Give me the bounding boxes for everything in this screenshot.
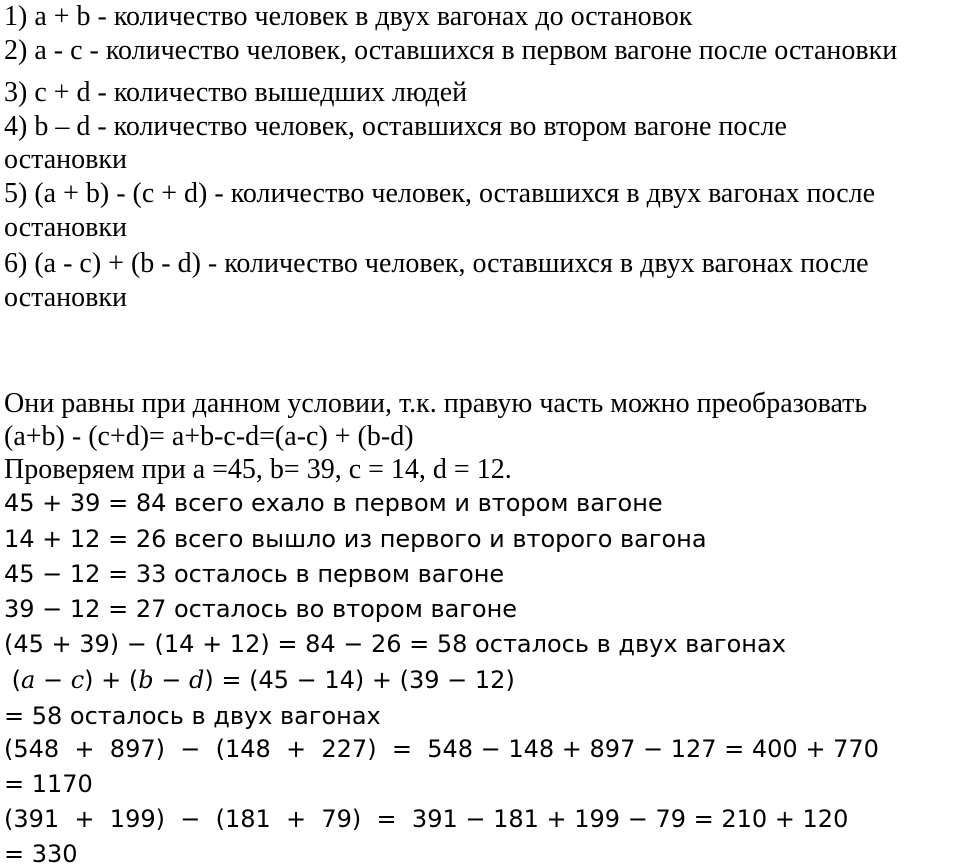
calculation-line-6	[4, 668, 515, 692]
list-item-3: 3) c + d - количество вышедших людей	[4, 77, 468, 108]
calculation-line-3: 45 − 12 = 33 осталось в первом вагоне	[4, 560, 505, 588]
list-item-6: 6) (a - c) + (b - d) - количество человек, оставшихся в двух вагонах после	[4, 248, 869, 279]
list-item-4: 4) b – d - количество человек, оставшихся во втором вагоне после	[4, 111, 787, 142]
calculation-line-1: 45 + 39 = 84 всего ехало в первом и втором вагоне	[4, 489, 663, 517]
calculation-line-4: 39 − 12 = 27 осталось во втором вагоне	[4, 595, 518, 623]
calculation-line-8: (391 + 199) − (181 + 79) = 391 − 181 + 199 − 79 = 210 + 120	[4, 805, 849, 833]
calculation-line-5: (45 + 39) − (14 + 12) = 84 − 26 = 58 осталось в двух вагонах	[4, 630, 786, 658]
variable-d: d	[188, 666, 205, 694]
list-item-2: 2) a - c - количество человек, оставшихся в первом вагоне после остановки	[4, 35, 898, 66]
calculation-line-6-rest: ) = (45 − 14) + (39 − 12)	[204, 666, 515, 694]
check-values-text: Проверяем при a =45, b= 39, c = 14, d = 12.	[4, 454, 512, 485]
list-item-5: 5) (a + b) - (c + d) - количество человек, оставшихся в двух вагонах после	[4, 178, 876, 209]
paren-middle: ) + (	[84, 666, 139, 694]
calculation-line-7: (548 + 897) − (148 + 227) = 548 − 148 + 897 − 127 = 400 + 770	[4, 735, 879, 763]
variable-b: b	[138, 666, 154, 694]
calculation-line-2: 14 + 12 = 26 всего вышло из первого и второго вагона	[4, 525, 707, 553]
list-item-6-continuation: остановки	[4, 282, 127, 313]
variable-a: a	[21, 666, 36, 694]
paren-open: (	[4, 666, 21, 694]
transformation-formula: (a+b) - (c+d)= a+b-c-d=(a-c) + (b-d)	[4, 421, 414, 452]
list-item-5-continuation: остановки	[4, 212, 127, 243]
list-item-4-continuation: остановки	[4, 144, 127, 175]
minus-sign: −	[35, 666, 71, 694]
calculation-line-6-continuation: = 58 осталось в двух вагонах	[4, 702, 381, 730]
list-item-1: 1) a + b - количество человек в двух вагонах до остановок	[4, 1, 693, 32]
explanation-text: Они равны при данном условии, т.к. правую часть можно преобразовать	[4, 388, 868, 419]
variable-c: c	[70, 666, 85, 694]
minus-sign: −	[153, 666, 189, 694]
calculation-line-8-continuation: = 330	[4, 840, 78, 868]
calculation-line-7-continuation: = 1170	[4, 770, 93, 798]
